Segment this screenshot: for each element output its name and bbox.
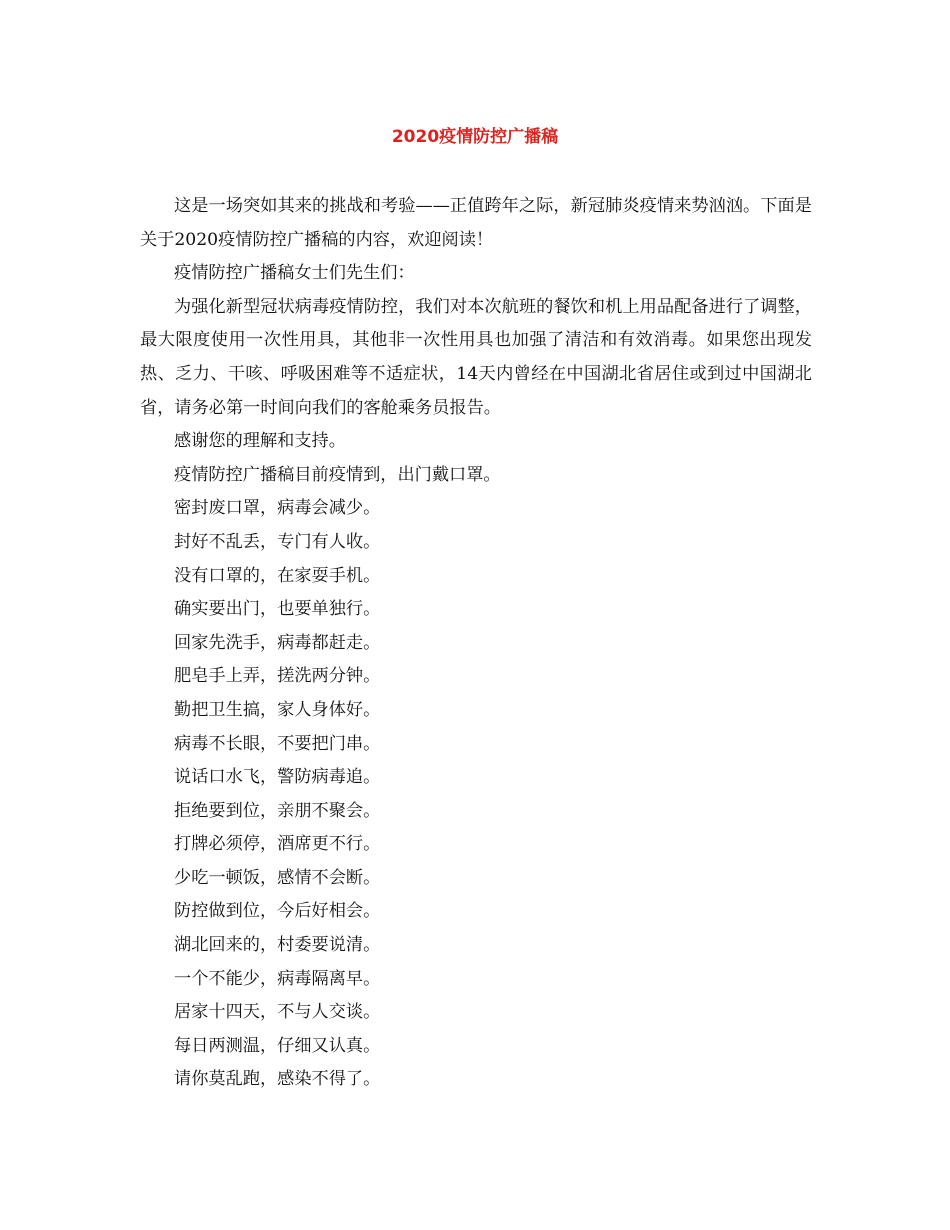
verse-line: 勤把卫生搞，家人身体好。 (174, 699, 381, 720)
verse-line: 病毒不长眼，不要把门串。 (174, 733, 381, 754)
verse-line: 请你莫乱跑，感染不得了。 (174, 1069, 381, 1090)
verse-line: 回家先洗手，病毒都赶走。 (174, 632, 381, 653)
verse-line: 一个不能少，病毒隔离早。 (174, 968, 381, 989)
verse-line: 没有口罩的，在家耍手机。 (174, 565, 381, 586)
document-body (140, 190, 812, 1097)
paragraph: 疫情防控广播稿女士们先生们： (174, 263, 415, 284)
verse-line: 每日两测温，仔细又认真。 (174, 1035, 381, 1056)
verse-line: 防控做到位，今后好相会。 (174, 901, 381, 922)
verse-line: 打牌必须停，酒席更不行。 (174, 834, 381, 855)
verse-line: 少吃一顿饭，感情不会断。 (174, 867, 381, 888)
verse-line: 封好不乱丢，专门有人收。 (174, 531, 381, 552)
verse-line: 说话口水飞，警防病毒追。 (174, 767, 381, 788)
paragraph: 为强化新型冠状病毒疫情防控，我们对本次航班的餐饮和机上用品配备进行了调整，最大限度使用一次性用具，其他非一次性用具也加强了清洁和有效消毒。如果您出现发热、乏力、干咳、呼吸困难等不适症状，14天内曾经在中国湖北省居住或到过中国湖北省，请务必第一时间向我们的客舱乘务员报告。 (140, 296, 812, 418)
verse-line: 密封废口罩，病毒会减少。 (174, 498, 381, 519)
verse-line: 肥皂手上弄，搓洗两分钟。 (174, 666, 381, 687)
paragraph: 疫情防控广播稿目前疫情到，出门戴口罩。 (174, 464, 501, 485)
verse-line: 拒绝要到位，亲朋不聚会。 (174, 800, 381, 821)
document-title: 2020疫情防控广播稿 (391, 127, 559, 147)
verse-line: 居家十四天，不与人交谈。 (174, 1002, 381, 1023)
paragraph: 这是一场突如其来的挑战和考验——正值跨年之际，新冠肺炎疫情来势汹汹。下面是关于2020疫情防控广播稿的内容，欢迎阅读！ (140, 196, 812, 250)
verse-line: 湖北回来的，村委要说清。 (174, 935, 381, 956)
paragraph: 感谢您的理解和支持。 (174, 431, 346, 452)
verse-line: 确实要出门，也要单独行。 (174, 599, 381, 620)
